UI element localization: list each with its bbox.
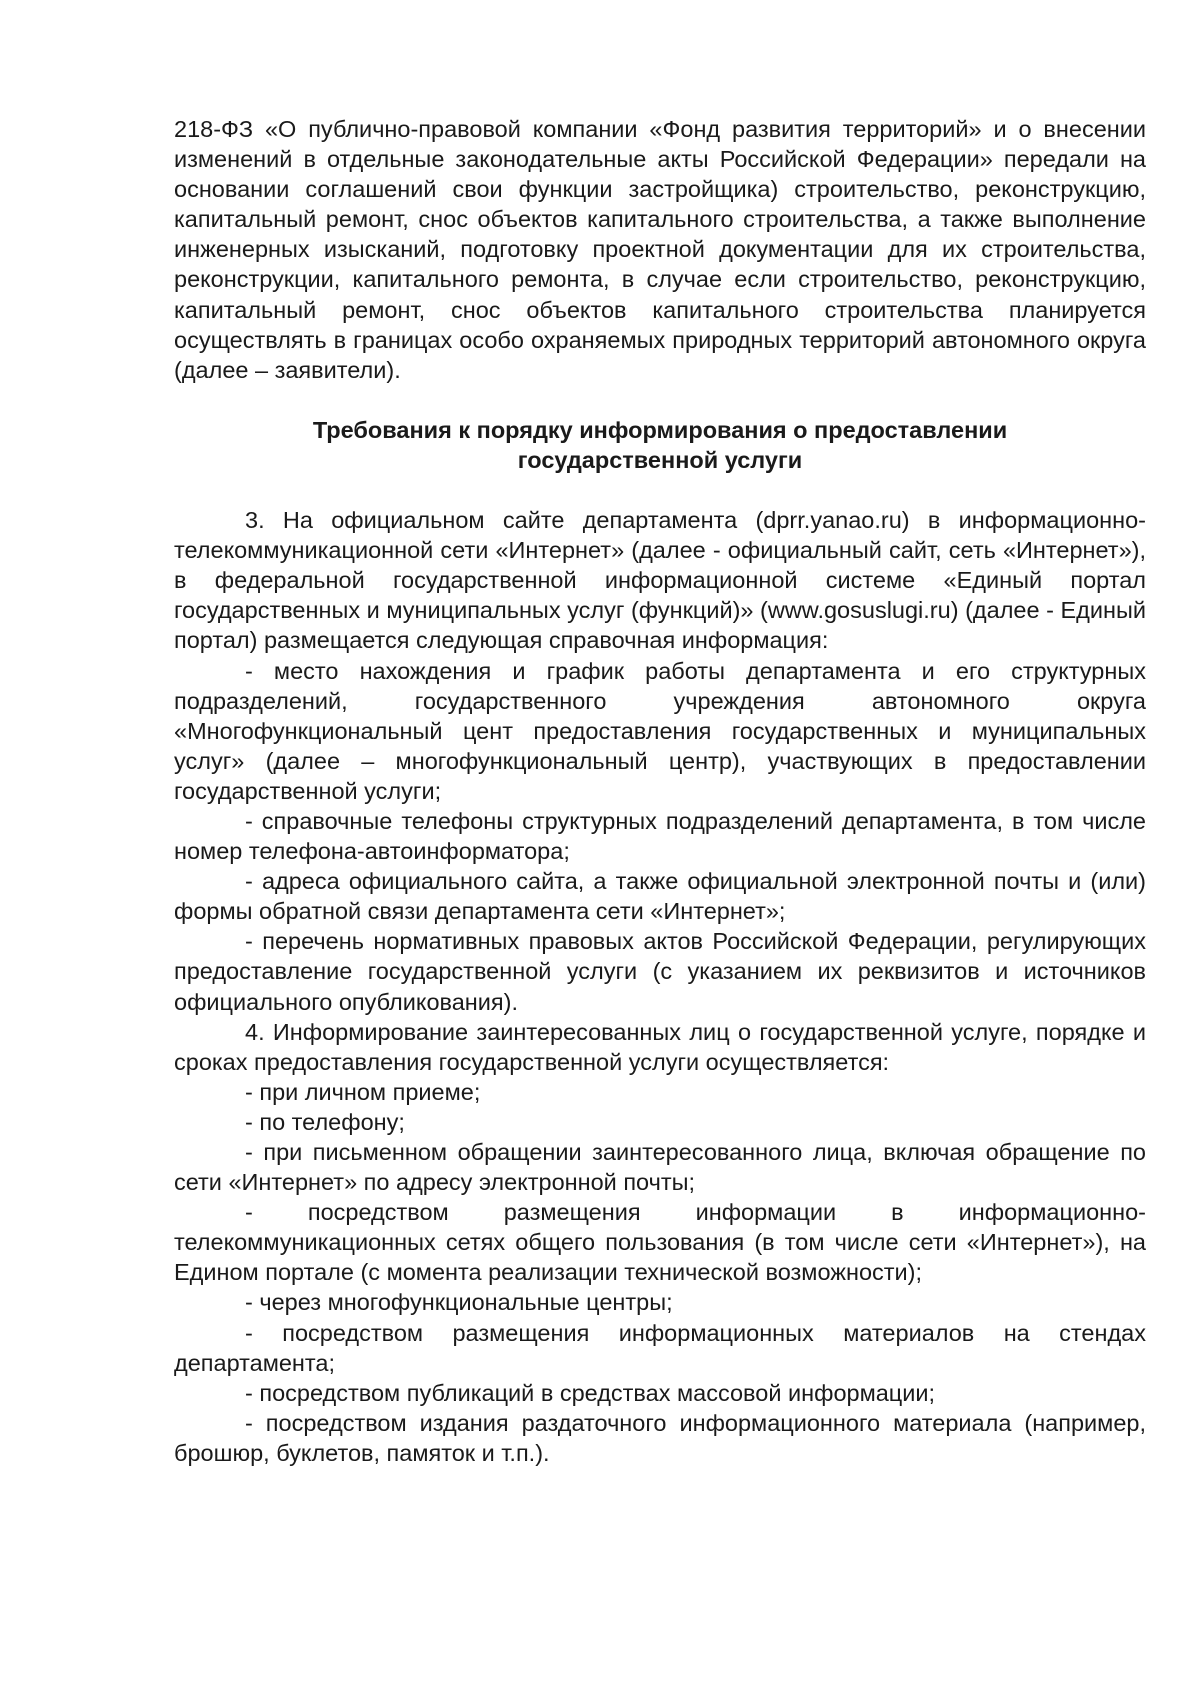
list-item-phones: - справочные телефоны структурных подразделений департамента, в том числе номер телефона-автоинформатора;	[174, 807, 1146, 865]
list-item-written: - при письменном обращении заинтересованного лица, включая обращение по сети «Интернет» по адресу электронной почты;	[174, 1139, 1146, 1196]
paragraph-item-3: 3. На официальном сайте департамента (dprr.yanao.ru) в информационно-телекоммуникационной сети «Интернет» (далее - официальный сайт, сеть «Интернет»), в федеральной государственной информационной системе «Единый портал государственных и муниципальных услуг (функций)» (www.gosuslugi.ru) (далее - Единый портал) размещается следующая справочная информация:	[174, 507, 1146, 654]
list-item-networks: - посредством размещения информации в информационно-телекоммуникационных сетях общего пользования (в том числе сети «Интернет»), на Едином портале (с момента реализации технической возможности);	[174, 1199, 1146, 1286]
list-item-legal-acts: - перечень нормативных правовых актов Российской Федерации, регулирующих предоставление государственной услуги (с указанием их реквизитов и источников официального опубликования).	[174, 928, 1146, 1015]
intro-paragraph: 218-ФЗ «О публично-правовой компании «Фонд развития территорий» и о внесении изменений в отдельные законодательные акты Российской Федерации» передали на основании соглашений свои функции застройщика) строительство, реконструкцию, капитальный ремонт, снос объектов капитального строительства, а также выполнение инженерных изысканий, подготовку проектной документации для их строительства, реконструкции, капитального ремонта, в случае если строительство, реконструкцию, капитальный ремонт, снос объектов капитального строительства планируется осуществлять в границах особо охраняемых природных территорий автономного округа (далее – заявители).	[174, 116, 1146, 383]
list-item-stands: - посредством размещения информационных материалов на стендах департамента;	[174, 1319, 1146, 1376]
list-item-phone: - по телефону;	[245, 1108, 405, 1135]
list-item-media: - посредством публикаций в средствах массовой информации;	[245, 1379, 936, 1406]
spacer	[174, 385, 1146, 415]
document-page	[174, 114, 1146, 1468]
list-item-mfc: - через многофункциональные центры;	[245, 1289, 673, 1316]
list-item-location: - место нахождения и график работы департамента и его структурных подразделений, государственного учреждения автономного округа «Многофункциональный цент предоставления государственных и муниципальных услуг» (далее – многофункциональный центр), участвующих в предоставлении государственной услуги;	[174, 657, 1146, 804]
section-heading: Требования к порядку информирования о предоставлении государственной услуги	[312, 416, 1008, 473]
paragraph-item-4: 4. Информирование заинтересованных лиц о государственной услуге, порядке и сроках предоставления государственной услуги осуществляется:	[174, 1018, 1146, 1075]
list-item-addresses: - адреса официального сайта, а также официальной электронной почты и (или) формы обратной связи департамента сети «Интернет»;	[174, 868, 1146, 925]
list-item-handouts: - посредством издания раздаточного информационного материала (например, брошюр, буклетов, памяток и т.п.).	[174, 1409, 1146, 1466]
spacer	[174, 475, 1146, 505]
list-item-personal: - при личном приеме;	[245, 1078, 481, 1105]
